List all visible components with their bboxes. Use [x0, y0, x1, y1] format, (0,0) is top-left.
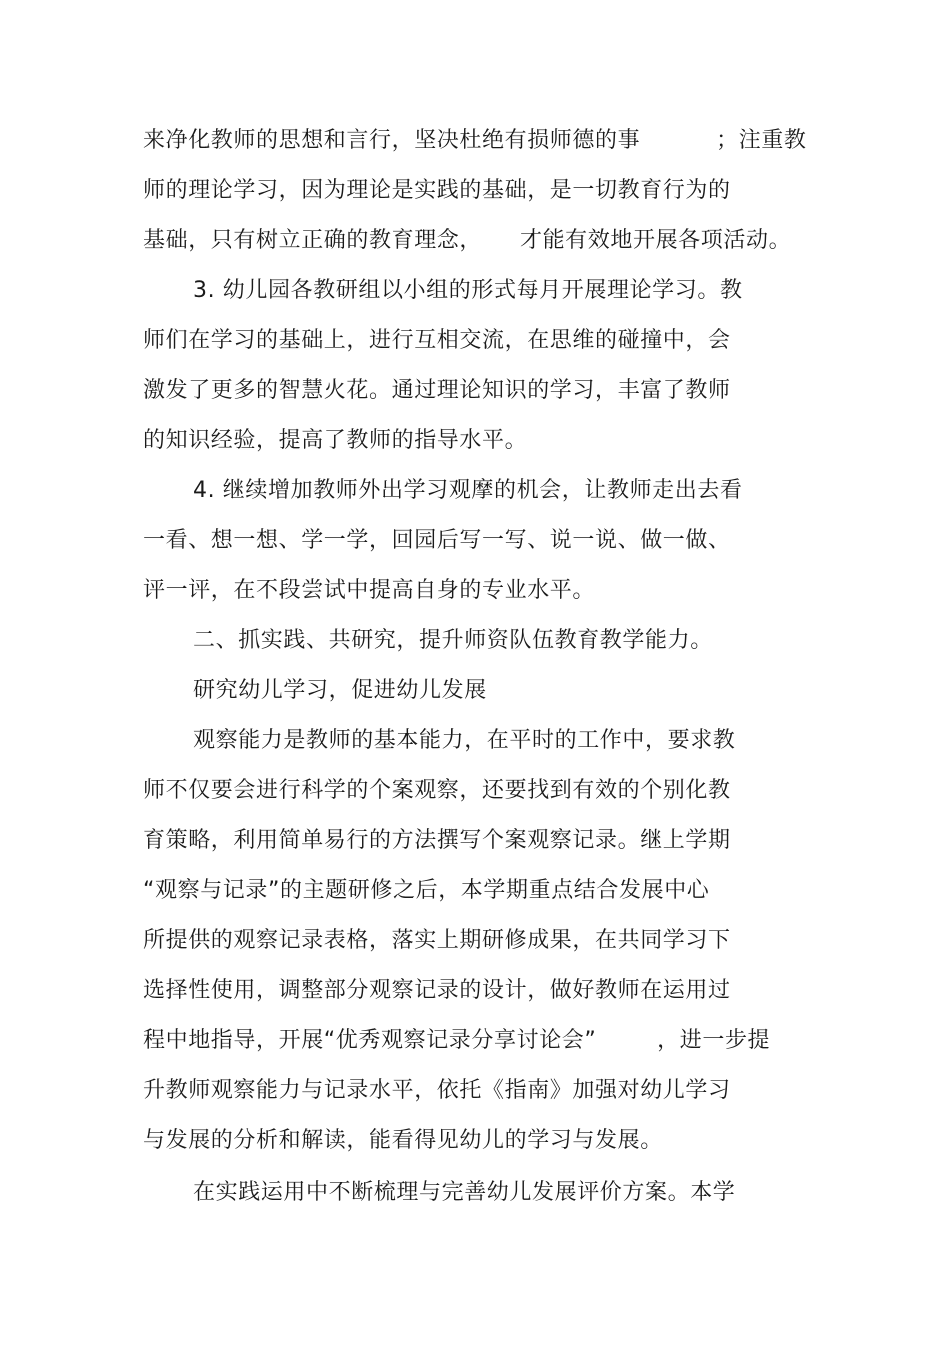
- text-line: “观察与记录”的主题研修之后，本学期重点结合发展中心: [143, 878, 710, 903]
- text-line: 师不仅要会进行科学的个案观察，还要找到有效的个别化教: [143, 778, 731, 803]
- text-line: 所提供的观察记录表格，落实上期研修成果，在共同学习下: [143, 928, 731, 953]
- text-line: 升教师观察能力与记录水平，依托《指南》加强对幼儿学习: [143, 1078, 731, 1103]
- text-line: 育策略，利用简单易行的方法撰写个案观察记录。继上学期: [143, 828, 731, 853]
- text-line: 的知识经验，提高了教师的指导水平。: [143, 428, 528, 453]
- text-line: 3. 幼儿园各教研组以小组的形式每月开展理论学习。教: [193, 278, 743, 303]
- text-line: 观察能力是教师的基本能力，在平时的工作中，要求教: [193, 728, 736, 753]
- section-heading: 二、抓实践、共研究，提升师资队伍教育教学能力。: [193, 628, 713, 653]
- text-line: 来净化教师的思想和言行，坚决杜绝有损师德的事 ；注重教: [143, 128, 807, 153]
- subsection-heading: 研究幼儿学习，促进幼儿发展: [193, 678, 487, 703]
- text-line: 师们在学习的基础上，进行互相交流，在思维的碰撞中，会: [143, 328, 731, 353]
- text-line: 与发展的分析和解读，能看得见幼儿的学习与发展。: [143, 1128, 663, 1153]
- text-line: 选择性使用，调整部分观察记录的设计，做好教师在运用过: [143, 978, 731, 1003]
- text-line: 基础，只有树立正确的教育理念， 才能有效地开展各项活动。: [143, 228, 792, 253]
- text-line: 4. 继续增加教师外出学习观摩的机会，让教师走出去看: [193, 478, 743, 503]
- text-line: 评一评，在不段尝试中提高自身的专业水平。: [143, 578, 596, 603]
- text-line: 程中地指导，开展“优秀观察记录分享讨论会” ，进一步提: [143, 1028, 771, 1053]
- text-line: 在实践运用中不断梳理与完善幼儿发展评价方案。本学: [193, 1180, 736, 1205]
- text-line: 师的理论学习，因为理论是实践的基础，是一切教育行为的: [143, 178, 731, 203]
- text-line: 激发了更多的智慧火花。通过理论知识的学习，丰富了教师: [143, 378, 731, 403]
- text-line: 一看、想一想、学一学，回园后写一写、说一说、做一做、: [143, 528, 731, 553]
